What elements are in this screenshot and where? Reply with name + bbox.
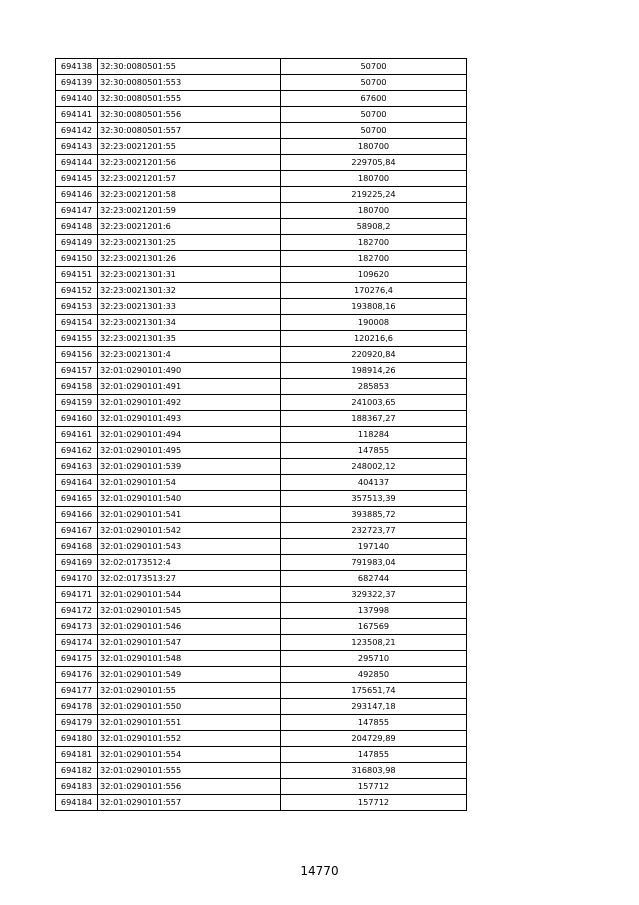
cadastral-number-cell: 32:23:0021201:59 [98, 203, 281, 219]
table-row [56, 747, 467, 763]
value-cell: 137998 [281, 603, 467, 619]
table-row [56, 363, 467, 379]
row-id-cell: 694153 [56, 299, 98, 315]
cadastral-number-cell: 32:23:0021201:57 [98, 171, 281, 187]
table-row [56, 331, 467, 347]
cadastral-number-cell: 32:01:0290101:552 [98, 731, 281, 747]
value-cell: 182700 [281, 251, 467, 267]
value-cell: 198914,26 [281, 363, 467, 379]
row-id-cell: 694155 [56, 331, 98, 347]
row-id-cell: 694181 [56, 747, 98, 763]
cadastral-number-cell: 32:30:0080501:556 [98, 107, 281, 123]
cadastral-number-cell: 32:23:0021301:31 [98, 267, 281, 283]
row-id-cell: 694174 [56, 635, 98, 651]
table-row [56, 267, 467, 283]
row-id-cell: 694157 [56, 363, 98, 379]
cadastral-number-cell: 32:01:0290101:547 [98, 635, 281, 651]
table-row [56, 715, 467, 731]
value-cell: 50700 [281, 59, 467, 75]
table-row [56, 427, 467, 443]
value-cell: 316803,98 [281, 763, 467, 779]
value-cell: 58908,2 [281, 219, 467, 235]
page-number: 14770 [300, 864, 339, 878]
table-row [56, 795, 467, 811]
value-cell: 147855 [281, 443, 467, 459]
value-cell: 175651,74 [281, 683, 467, 699]
row-id-cell: 694143 [56, 139, 98, 155]
table-row [56, 699, 467, 715]
table-row [56, 299, 467, 315]
value-cell: 147855 [281, 715, 467, 731]
cadastral-number-cell: 32:01:0290101:540 [98, 491, 281, 507]
row-id-cell: 694180 [56, 731, 98, 747]
value-cell: 197140 [281, 539, 467, 555]
cadastral-number-cell: 32:30:0080501:55 [98, 59, 281, 75]
row-id-cell: 694151 [56, 267, 98, 283]
value-cell: 50700 [281, 75, 467, 91]
table-row [56, 59, 467, 75]
table-row [56, 763, 467, 779]
table-row [56, 251, 467, 267]
value-cell: 220920,84 [281, 347, 467, 363]
value-cell: 170276,4 [281, 283, 467, 299]
value-cell: 120216,6 [281, 331, 467, 347]
value-cell: 157712 [281, 795, 467, 811]
cadastral-number-cell: 32:01:0290101:490 [98, 363, 281, 379]
row-id-cell: 694161 [56, 427, 98, 443]
row-id-cell: 694182 [56, 763, 98, 779]
cadastral-number-cell: 32:01:0290101:491 [98, 379, 281, 395]
table-row [56, 555, 467, 571]
value-cell: 180700 [281, 139, 467, 155]
cadastral-number-cell: 32:02:0173512:4 [98, 555, 281, 571]
cadastral-number-cell: 32:01:0290101:545 [98, 603, 281, 619]
row-id-cell: 694140 [56, 91, 98, 107]
cadastral-value-table [55, 58, 467, 811]
value-cell: 204729,89 [281, 731, 467, 747]
table-row [56, 283, 467, 299]
cadastral-number-cell: 32:01:0290101:542 [98, 523, 281, 539]
table-row [56, 395, 467, 411]
value-cell: 188367,27 [281, 411, 467, 427]
cadastral-number-cell: 32:01:0290101:543 [98, 539, 281, 555]
row-id-cell: 694159 [56, 395, 98, 411]
row-id-cell: 694173 [56, 619, 98, 635]
table-row [56, 619, 467, 635]
cadastral-number-cell: 32:23:0021201:55 [98, 139, 281, 155]
cadastral-number-cell: 32:23:0021301:26 [98, 251, 281, 267]
cadastral-number-cell: 32:23:0021201:56 [98, 155, 281, 171]
value-cell: 67600 [281, 91, 467, 107]
table-row [56, 635, 467, 651]
row-id-cell: 694138 [56, 59, 98, 75]
table-row [56, 171, 467, 187]
value-cell: 791983,04 [281, 555, 467, 571]
row-id-cell: 694164 [56, 475, 98, 491]
value-cell: 50700 [281, 107, 467, 123]
table-body [56, 59, 467, 811]
cadastral-number-cell: 32:01:0290101:55 [98, 683, 281, 699]
value-cell: 219225,24 [281, 187, 467, 203]
value-cell: 50700 [281, 123, 467, 139]
value-cell: 193808,16 [281, 299, 467, 315]
row-id-cell: 694167 [56, 523, 98, 539]
row-id-cell: 694184 [56, 795, 98, 811]
cadastral-number-cell: 32:01:0290101:548 [98, 651, 281, 667]
table-row [56, 123, 467, 139]
table-row [56, 155, 467, 171]
value-cell: 157712 [281, 779, 467, 795]
row-id-cell: 694165 [56, 491, 98, 507]
row-id-cell: 694168 [56, 539, 98, 555]
value-cell: 285853 [281, 379, 467, 395]
row-id-cell: 694170 [56, 571, 98, 587]
value-cell: 329322,37 [281, 587, 467, 603]
cadastral-number-cell: 32:01:0290101:544 [98, 587, 281, 603]
table-row [56, 107, 467, 123]
table-row [56, 571, 467, 587]
table-row [56, 139, 467, 155]
cadastral-number-cell: 32:01:0290101:539 [98, 459, 281, 475]
row-id-cell: 694154 [56, 315, 98, 331]
cadastral-number-cell: 32:23:0021201:6 [98, 219, 281, 235]
value-cell: 123508,21 [281, 635, 467, 651]
row-id-cell: 694171 [56, 587, 98, 603]
table-row [56, 523, 467, 539]
value-cell: 109620 [281, 267, 467, 283]
cadastral-number-cell: 32:01:0290101:549 [98, 667, 281, 683]
table-row [56, 347, 467, 363]
value-cell: 682744 [281, 571, 467, 587]
value-cell: 404137 [281, 475, 467, 491]
table-row [56, 91, 467, 107]
cadastral-number-cell: 32:01:0290101:54 [98, 475, 281, 491]
row-id-cell: 694144 [56, 155, 98, 171]
row-id-cell: 694152 [56, 283, 98, 299]
row-id-cell: 694158 [56, 379, 98, 395]
table-row [56, 475, 467, 491]
table-row [56, 235, 467, 251]
row-id-cell: 694166 [56, 507, 98, 523]
row-id-cell: 694146 [56, 187, 98, 203]
row-id-cell: 694139 [56, 75, 98, 91]
table-row [56, 203, 467, 219]
table-row [56, 731, 467, 747]
cadastral-number-cell: 32:01:0290101:495 [98, 443, 281, 459]
table-row [56, 411, 467, 427]
table-row [56, 603, 467, 619]
row-id-cell: 694141 [56, 107, 98, 123]
table-row [56, 443, 467, 459]
value-cell: 295710 [281, 651, 467, 667]
table-row [56, 315, 467, 331]
value-cell: 241003,65 [281, 395, 467, 411]
row-id-cell: 694169 [56, 555, 98, 571]
row-id-cell: 694175 [56, 651, 98, 667]
cadastral-number-cell: 32:01:0290101:492 [98, 395, 281, 411]
row-id-cell: 694176 [56, 667, 98, 683]
table-row [56, 587, 467, 603]
row-id-cell: 694163 [56, 459, 98, 475]
cadastral-number-cell: 32:23:0021301:35 [98, 331, 281, 347]
table-row [56, 75, 467, 91]
table-row [56, 667, 467, 683]
table-row [56, 683, 467, 699]
table-row [56, 779, 467, 795]
cadastral-number-cell: 32:30:0080501:557 [98, 123, 281, 139]
value-cell: 180700 [281, 171, 467, 187]
cadastral-number-cell: 32:01:0290101:546 [98, 619, 281, 635]
cadastral-number-cell: 32:01:0290101:557 [98, 795, 281, 811]
value-cell: 248002,12 [281, 459, 467, 475]
cadastral-number-cell: 32:01:0290101:494 [98, 427, 281, 443]
value-cell: 357513,39 [281, 491, 467, 507]
table-row [56, 459, 467, 475]
value-cell: 182700 [281, 235, 467, 251]
row-id-cell: 694179 [56, 715, 98, 731]
table-row [56, 651, 467, 667]
cadastral-number-cell: 32:01:0290101:541 [98, 507, 281, 523]
row-id-cell: 694183 [56, 779, 98, 795]
row-id-cell: 694148 [56, 219, 98, 235]
row-id-cell: 694156 [56, 347, 98, 363]
row-id-cell: 694172 [56, 603, 98, 619]
row-id-cell: 694178 [56, 699, 98, 715]
cadastral-number-cell: 32:30:0080501:553 [98, 75, 281, 91]
row-id-cell: 694160 [56, 411, 98, 427]
value-cell: 147855 [281, 747, 467, 763]
cadastral-number-cell: 32:23:0021301:25 [98, 235, 281, 251]
cadastral-number-cell: 32:01:0290101:493 [98, 411, 281, 427]
table-row [56, 539, 467, 555]
cadastral-number-cell: 32:01:0290101:551 [98, 715, 281, 731]
value-cell: 393885,72 [281, 507, 467, 523]
cadastral-number-cell: 32:23:0021301:4 [98, 347, 281, 363]
table-row [56, 187, 467, 203]
cadastral-number-cell: 32:02:0173513:27 [98, 571, 281, 587]
value-cell: 293147,18 [281, 699, 467, 715]
row-id-cell: 694177 [56, 683, 98, 699]
row-id-cell: 694147 [56, 203, 98, 219]
value-cell: 118284 [281, 427, 467, 443]
table-row [56, 379, 467, 395]
cadastral-number-cell: 32:23:0021301:33 [98, 299, 281, 315]
table-row [56, 507, 467, 523]
cadastral-number-cell: 32:01:0290101:554 [98, 747, 281, 763]
value-cell: 167569 [281, 619, 467, 635]
value-cell: 180700 [281, 203, 467, 219]
cadastral-number-cell: 32:23:0021301:34 [98, 315, 281, 331]
cadastral-number-cell: 32:01:0290101:550 [98, 699, 281, 715]
value-cell: 492850 [281, 667, 467, 683]
table-row [56, 491, 467, 507]
cadastral-number-cell: 32:23:0021301:32 [98, 283, 281, 299]
row-id-cell: 694145 [56, 171, 98, 187]
cadastral-number-cell: 32:01:0290101:556 [98, 779, 281, 795]
row-id-cell: 694142 [56, 123, 98, 139]
cadastral-number-cell: 32:01:0290101:555 [98, 763, 281, 779]
row-id-cell: 694162 [56, 443, 98, 459]
cadastral-number-cell: 32:30:0080501:555 [98, 91, 281, 107]
value-cell: 232723,77 [281, 523, 467, 539]
value-cell: 229705,84 [281, 155, 467, 171]
table-row [56, 219, 467, 235]
row-id-cell: 694149 [56, 235, 98, 251]
cadastral-number-cell: 32:23:0021201:58 [98, 187, 281, 203]
row-id-cell: 694150 [56, 251, 98, 267]
value-cell: 190008 [281, 315, 467, 331]
